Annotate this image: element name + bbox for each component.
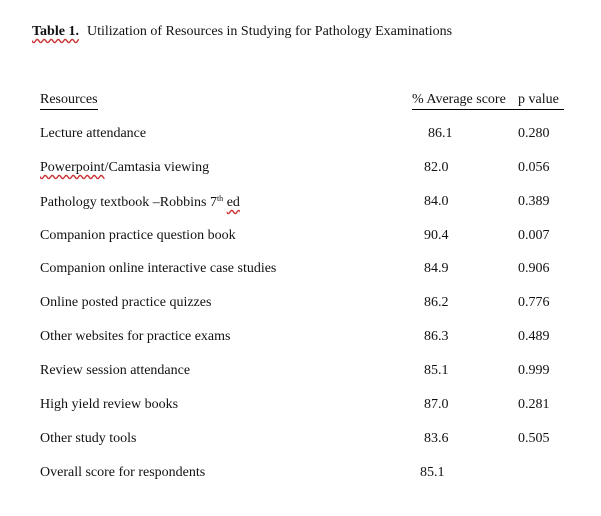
resource-cell: Review session attendance — [40, 363, 191, 378]
resource-cell: Online posted practice quizzes — [40, 295, 212, 310]
table-row — [0, 397, 601, 417]
average-score-cell: 83.6 — [424, 431, 449, 446]
p-value-cell: 0.489 — [518, 329, 550, 344]
average-score-cell: 85.1 — [420, 465, 445, 480]
table-title: Utilization of Resources in Studying for Pathology Examinations — [86, 24, 453, 39]
resource-cell-part: Pathology textbook –Robbins 7 — [40, 195, 217, 210]
p-value-cell: 0.007 — [518, 228, 550, 243]
resource-cell: Lecture attendance — [40, 126, 147, 141]
average-score-cell: 86.3 — [424, 329, 449, 344]
average-score-cell: 86.1 — [428, 126, 453, 141]
resource-cell: Overall score for respondents — [40, 465, 206, 480]
p-value-cell: 0.056 — [518, 160, 550, 175]
table-row — [0, 126, 601, 146]
resource-cell: Other study tools — [40, 431, 137, 446]
resource-cell — [40, 194, 240, 211]
table-row — [0, 295, 601, 315]
resource-cell: Companion practice question book — [40, 228, 236, 243]
column-header-resources: Resources — [40, 92, 98, 110]
table-row — [0, 363, 601, 383]
resource-cell — [40, 160, 209, 176]
table-row — [0, 431, 601, 451]
table-row — [0, 261, 601, 281]
table-row — [0, 160, 601, 180]
average-score-cell: 82.0 — [424, 160, 449, 175]
resource-cell: Other websites for practice exams — [40, 329, 231, 344]
column-header-average-score: % Average score — [412, 92, 518, 110]
table-row — [0, 329, 601, 349]
resource-cell-part: ed — [226, 195, 240, 210]
average-score-cell: 87.0 — [424, 397, 449, 412]
p-value-cell: 0.281 — [518, 397, 550, 412]
table-row — [0, 194, 601, 214]
average-score-cell: 90.4 — [424, 228, 449, 243]
column-header-p-value: p value — [518, 92, 564, 110]
average-score-cell: 85.1 — [424, 363, 449, 378]
table-caption — [32, 24, 452, 40]
average-score-cell: 86.2 — [424, 295, 449, 310]
p-value-cell: 0.505 — [518, 431, 550, 446]
table-label: Table 1. — [32, 24, 79, 39]
table-row — [0, 465, 601, 485]
table-header — [0, 92, 601, 112]
resource-cell: Companion online interactive case studies — [40, 261, 277, 276]
p-value-cell: 0.999 — [518, 363, 550, 378]
average-score-cell: 84.9 — [424, 261, 449, 276]
resource-cell: High yield review books — [40, 397, 179, 412]
p-value-cell: 0.776 — [518, 295, 550, 310]
p-value-cell: 0.280 — [518, 126, 550, 141]
average-score-cell: 84.0 — [424, 194, 449, 209]
p-value-cell: 0.906 — [518, 261, 550, 276]
resource-cell-part: Powerpoint — [40, 160, 105, 175]
resource-cell-part: /Camtasia viewing — [104, 160, 210, 175]
resource-cell-superscript: th — [216, 194, 224, 203]
table-row — [0, 228, 601, 248]
p-value-cell: 0.389 — [518, 194, 550, 209]
